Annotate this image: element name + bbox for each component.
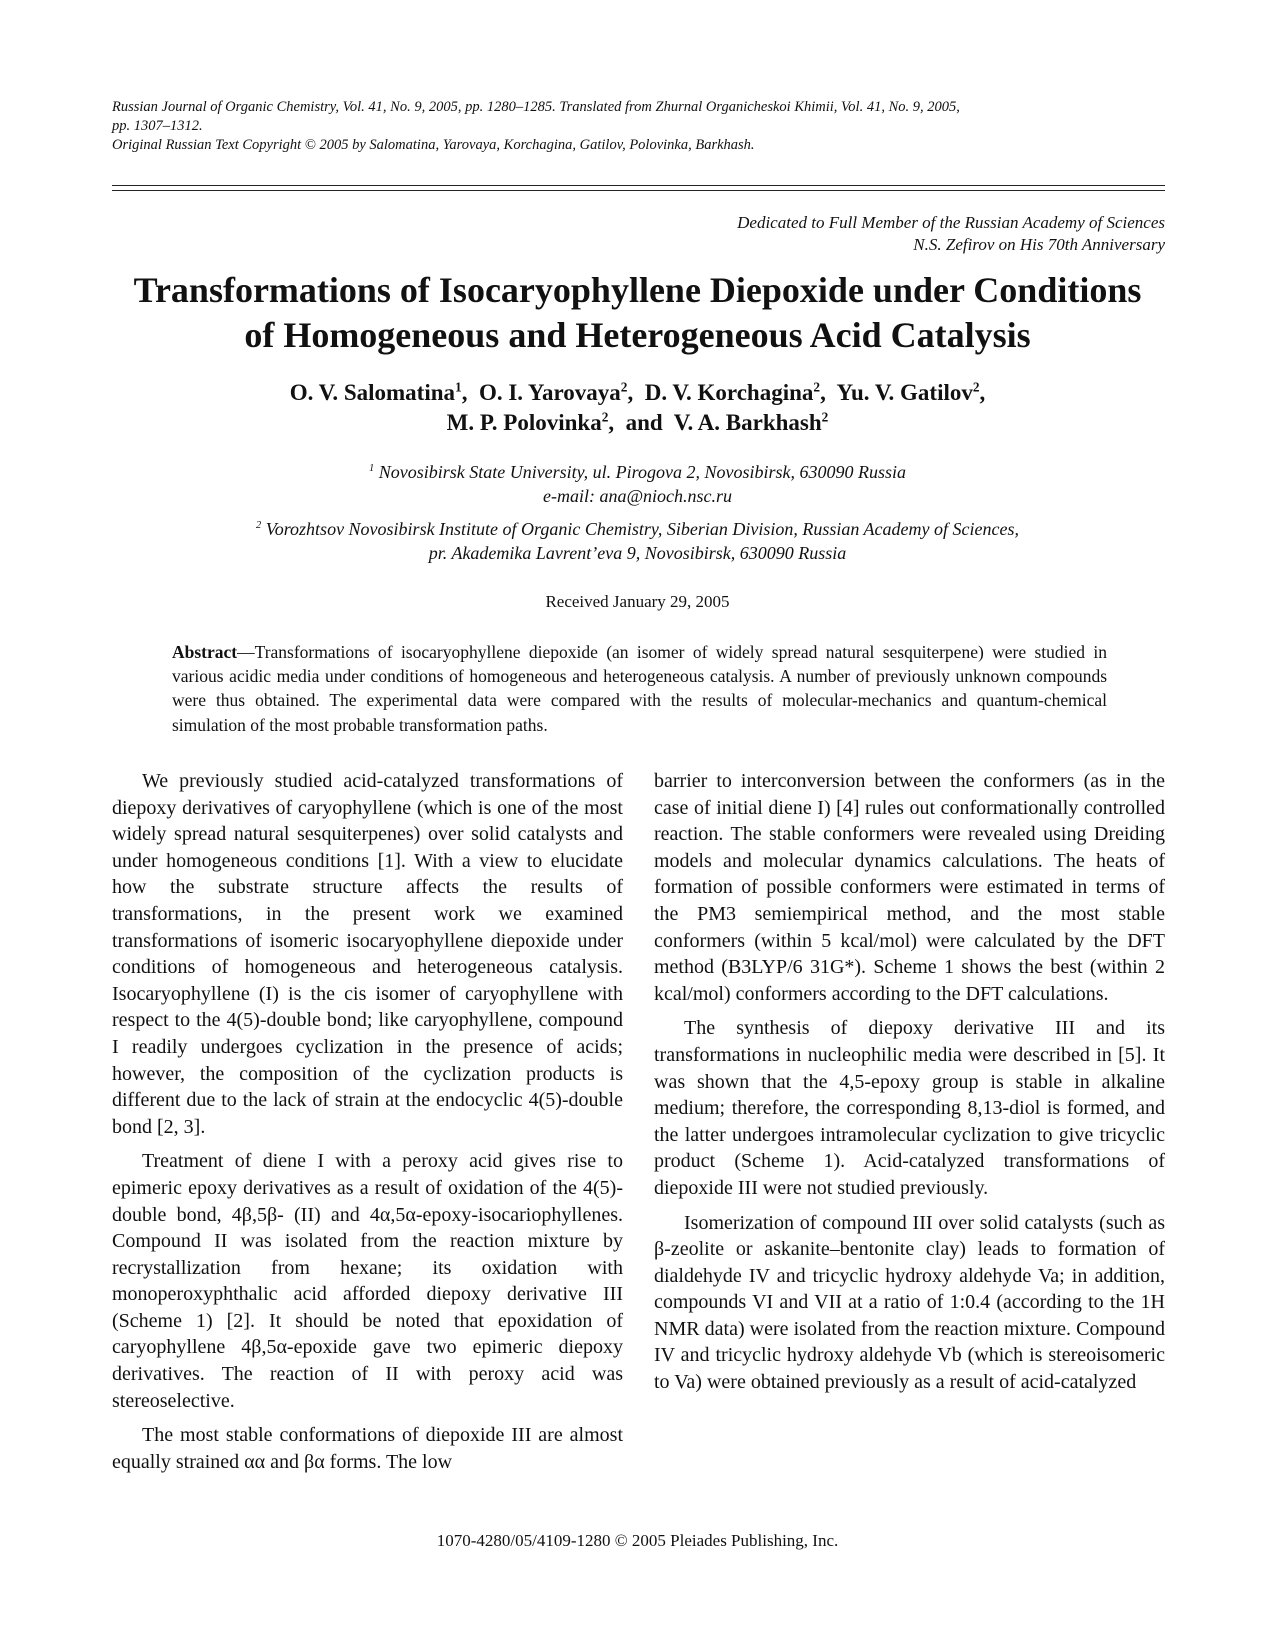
author-aff: 2 <box>813 379 821 395</box>
body-column-right <box>654 768 1165 1404</box>
author-name: D. V. Korchagina <box>644 380 814 405</box>
body-column-left <box>112 768 623 1483</box>
affiliation-address: pr. Akademika Lavrent’eva 9, Novosibirsk, 630090 Russia <box>428 543 847 563</box>
copyright-line: Original Russian Text Copyright © 2005 by Salomatina, Yarovaya, Korchagina, Gatilov, Polovinka, Barkhash. <box>112 137 755 153</box>
author-name: O. V. Salomatina <box>289 380 456 405</box>
citation-line-2: pp. 1307–1312. <box>112 118 203 134</box>
author-name: M. P. Polovinka <box>446 410 602 435</box>
header-rule-top <box>112 185 1165 186</box>
author-line-1: O. V. Salomatina$^1$, O. I. Yarovaya$^2$, D. V. Korchagina$^2$, Yu. V. Gatilov$^2$, <box>289 379 986 405</box>
author-aff: 1 <box>455 379 462 395</box>
affiliation-text: Vorozhtsov Novosibirsk Institute of Organic Chemistry, Siberian Division, Russian Academy of Sciences, <box>265 519 1019 539</box>
author-list <box>100 378 1175 438</box>
paragraph: We previously studied acid-catalyzed transformations of diepoxy derivatives of caryophyllene (which is one of the most widely spread natural sesquiterpenes) over solid catalysts and under homogeneous conditions [1]. With a view to elucidate how the substrate structure affects the results of transformations, in the present work we examined transformations of isomeric isocaryophyllene diepoxide under conditions of homogeneous and heterogeneous catalysis. Isocaryophyllene (I) is the cis isomer of caryophyllene with respect to the 4(5)-double bond; like caryophyllene, compound I readily undergoes cyclization in the presence of acids; however, the composition of the cyclization products is different due to the lack of strain at the endocyclic 4(5)-double bond [2, 3]. <box>112 770 623 1138</box>
abstract-label: Abstract <box>172 642 238 662</box>
affiliation-number: 2 <box>256 520 262 531</box>
author-aff: 2 <box>601 409 609 425</box>
author-name: O. I. Yarovaya <box>478 380 621 405</box>
paragraph: Treatment of diene I with a peroxy acid gives rise to epimeric epoxy derivatives as a result of oxidation of the 4(5)-double bond, 4β,5β- (II) and 4α,5α-epoxy-isocariophyllenes. Compound II was isolated from the reaction mixture by recrystallization from hexane; its oxidation with monoperoxyphthalic acid afforded diepoxy derivative III (Scheme 1) [2]. It should be noted that epoxidation of caryophyllene 4β,5α-epoxide gave two epimeric diepoxy derivatives. The reaction of II with peroxy acid was stereoselective. <box>112 1150 623 1412</box>
abstract <box>172 640 1107 737</box>
dedication <box>737 212 1165 256</box>
page-footer: 1070-4280/05/4109-1280 © 2005 Pleiades Publishing, Inc. <box>436 1531 839 1550</box>
author-aff: 2 <box>972 379 980 395</box>
paragraph: Isomerization of compound III over solid catalysts (such as β-zeolite or askanite–bentonite clay) leads to formation of dialdehyde IV and tricyclic hydroxy aldehyde Va; in addition, compounds VI and VII at a ratio of 1:0.4 (according to the 1H NMR data) were isolated from the reaction mixture. Compound IV and tricyclic hydroxy aldehyde Vb (which is stereoisomeric to Va) were obtained previously as a result of acid-catalyzed <box>654 1211 1165 1394</box>
journal-header <box>112 98 1165 155</box>
dedication-line-2: N.S. Zefirov on His 70th Anniversary <box>913 235 1165 254</box>
paragraph: barrier to interconversion between the conformers (as in the case of initial diene I) [4] rules out conformationally controlled reaction. The stable conformers were revealed using Dreiding models and molecular dynamics calculations. The heats of formation of possible conformers were estimated in terms of the PM3 semiempirical method, and the most stable conformers (within 5 kcal/mol) were calculated by the DFT method (B3LYP/6 31G*). Scheme 1 shows the best (within 2 kcal/mol) conformers according to the DFT calculations. <box>654 770 1165 1005</box>
header-rule-bottom <box>112 190 1165 191</box>
paragraph: The most stable conformations of diepoxide III are almost equally strained αα and βα forms. The low <box>112 1424 623 1473</box>
abstract-text: —Transformations of isocaryophyllene diepoxide (an isomer of widely spread natural sesquiterpene) were studied in various acidic media under conditions of homogeneous and heterogeneous catalysis. A number of previously unknown compounds were thus obtained. The experimental data were compared with the results of molecular-mechanics and quantum-chemical simulation of the most probable transformation paths. <box>172 642 1107 735</box>
affiliation-2 <box>100 517 1175 565</box>
received-date: Received January 29, 2005 <box>545 592 730 611</box>
dedication-line-1: Dedicated to Full Member of the Russian Academy of Sciences <box>737 213 1165 232</box>
author-aff: 2 <box>620 379 628 395</box>
title-line-2: of Homogeneous and Heterogeneous Acid Catalysis <box>244 315 1031 355</box>
author-line-2: M. P. Polovinka$^2$, and V. A. Barkhash$^2$ <box>446 409 829 435</box>
author-aff: 2 <box>821 409 829 425</box>
citation-line-1: Russian Journal of Organic Chemistry, Vol. 41, No. 9, 2005, pp. 1280–1285. Translated from Zhurnal Organicheskoi Khimii, Vol. 41, No. 9, 2005, <box>112 99 960 115</box>
affiliation-1 <box>100 460 1175 508</box>
paragraph: The synthesis of diepoxy derivative III and its transformations in nucleophilic media were described in [5]. It was shown that the 4,5-epoxy group is stable in alkaline medium; therefore, the corresponding 8,13-diol is formed, and the latter undergoes intramolecular cyclization to give tricyclic product (Scheme 1). Acid-catalyzed transformations of diepoxide III were not studied previously. <box>654 1017 1165 1199</box>
affiliation-number: 1 <box>368 463 375 474</box>
author-name: Yu. V. Gatilov <box>836 380 973 405</box>
affiliation-text: Novosibirsk State University, ul. Pirogova 2, Novosibirsk, 630090 Russia <box>378 462 907 482</box>
title-line-1: Transformations of Isocaryophyllene Diepoxide under Conditions <box>133 270 1142 310</box>
author-name: V. A. Barkhash <box>673 410 822 435</box>
article-title <box>100 268 1175 358</box>
affiliation-email: e-mail: ana@nioch.nsc.ru <box>542 486 733 506</box>
